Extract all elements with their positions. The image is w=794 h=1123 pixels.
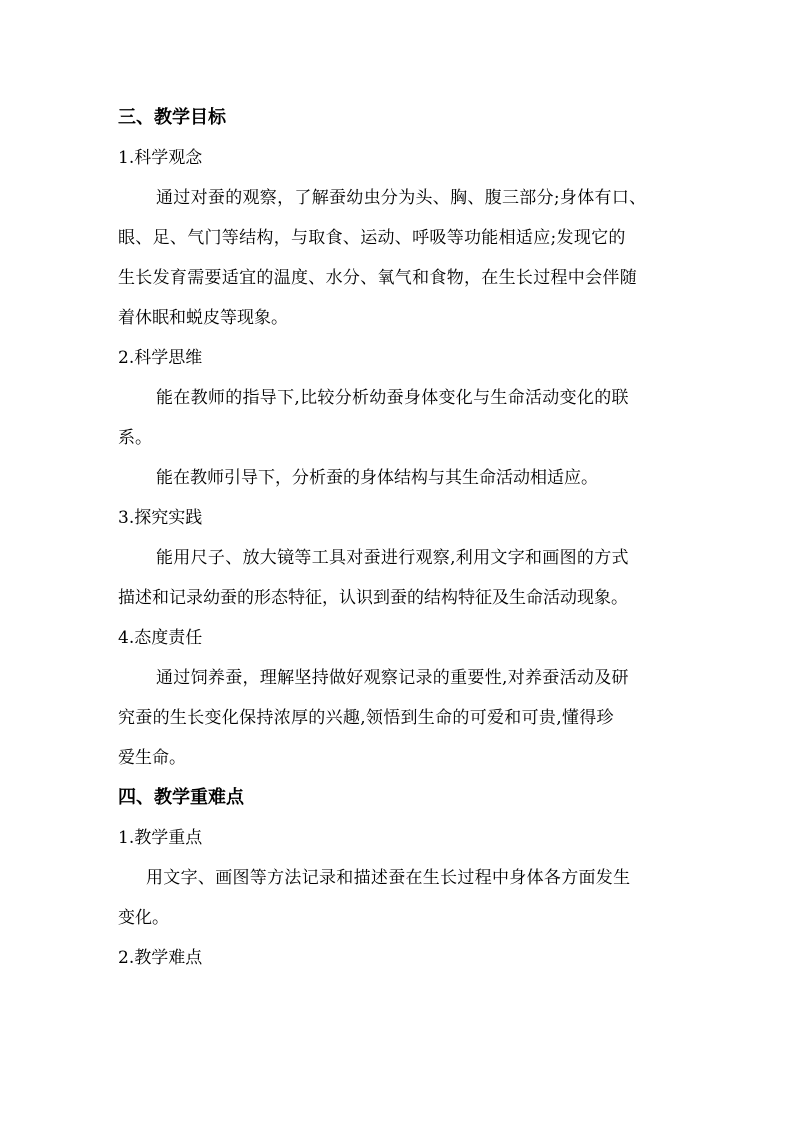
- subheading-teaching-difficulty: 2.教学难点: [118, 948, 203, 968]
- section-heading-teaching-objectives: 三、教学目标: [118, 107, 226, 128]
- paragraph-line: 系。: [118, 428, 152, 448]
- paragraph-line: 能在教师引导下，分析蚕的身体结构与其生命活动相适应。: [156, 468, 598, 488]
- paragraph-line: 能在教师的指导下,比较分析幼蚕身体变化与生命活动变化的联: [156, 388, 629, 408]
- paragraph-line: 究蚕的生长变化保持浓厚的兴趣,领悟到生命的可爱和可贵,懂得珍: [118, 708, 614, 728]
- section-heading-key-difficult-points: 四、教学重难点: [118, 787, 244, 808]
- paragraph-line: 通过对蚕的观察，了解蚕幼虫分为头、胸、腹三部分;身体有口、: [156, 188, 647, 208]
- paragraph-line: 爱生命。: [118, 748, 186, 768]
- paragraph-line: 通过饲养蚕，理解坚持做好观察记录的重要性,对养蚕活动及研: [156, 668, 629, 688]
- paragraph-line: 着休眠和蜕皮等现象。: [118, 308, 288, 328]
- paragraph-line: 描述和记录幼蚕的形态特征，认识到蚕的结构特征及生命活动现象。: [118, 588, 628, 608]
- paragraph-line: 能用尺子、放大镜等工具对蚕进行观察,利用文字和画图的方式: [156, 548, 629, 568]
- subheading-attitude-responsibility: 4.态度责任: [118, 628, 203, 648]
- paragraph-line: 眼、足、气门等结构，与取食、运动、呼吸等功能相适应;发现它的: [118, 228, 626, 248]
- paragraph-line: 用文字、画图等方法记录和描述蚕在生长过程中身体各方面发生: [146, 868, 631, 888]
- subheading-scientific-thinking: 2.科学思维: [118, 348, 203, 368]
- subheading-scientific-concepts: 1.科学观念: [118, 148, 203, 168]
- subheading-inquiry-practice: 3.探究实践: [118, 508, 203, 528]
- paragraph-line: 变化。: [118, 908, 169, 928]
- subheading-teaching-focus: 1.教学重点: [118, 828, 203, 848]
- document-page: [118, 98, 678, 978]
- paragraph-line: 生长发育需要适宜的温度、水分、氧气和食物，在生长过程中会伴随: [118, 268, 637, 288]
